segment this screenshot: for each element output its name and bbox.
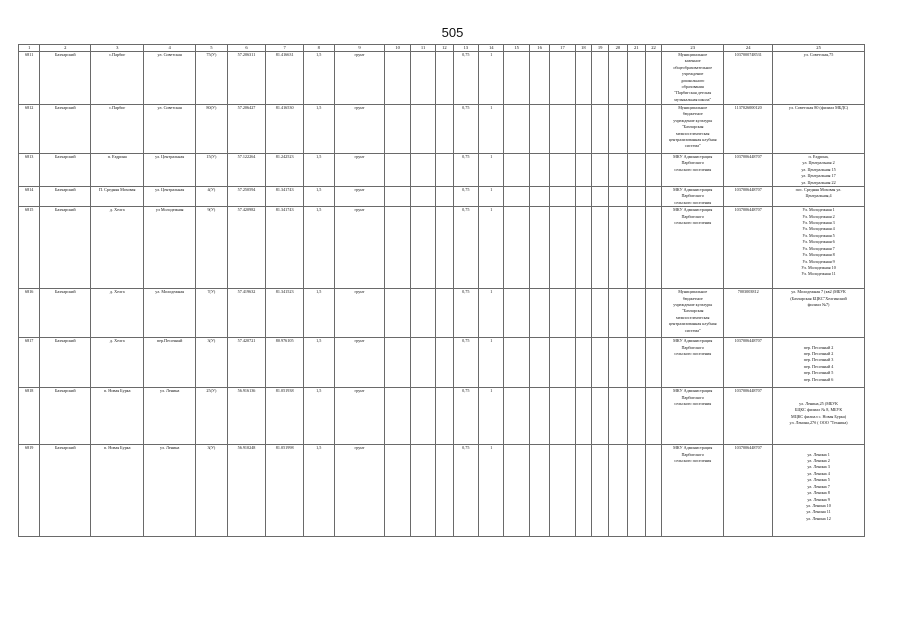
table-cell — [385, 154, 410, 187]
table-cell — [591, 338, 608, 388]
table-cell — [609, 289, 627, 338]
table-cell: 3(У) — [196, 338, 228, 388]
table-cell: 80(У) — [196, 105, 228, 154]
table-cell: 1037000748531 — [724, 52, 773, 105]
column-header: 13 — [453, 45, 478, 52]
table-cell — [550, 187, 575, 207]
table-cell: 57.206311 — [227, 52, 266, 105]
table-cell — [575, 187, 591, 207]
table-cell — [645, 52, 661, 105]
table-cell — [529, 105, 549, 154]
table-cell: 6819 — [19, 445, 40, 537]
table-cell: Ул. Молодежная 1 Ул. Молодежная 2 Ул. Молодежная 3 Ул. Молодежная 4 Ул. Молодежная 5 Ул. Молодежная 6 Ул. Молодежная 7 Ул. Молодежная 8 Ул. Молодежная 9 Ул. Молодежная 10 Ул. Молодежная 11 — [773, 207, 865, 289]
table-cell — [504, 154, 529, 187]
table-cell — [504, 52, 529, 105]
table-cell: Бахчарский — [40, 388, 91, 445]
table-header-row — [19, 45, 865, 52]
table-cell: ул. Ленина,25 (МБУК БЦКС филиал № 8, МБУК МЦКС филиал с. Новая Бурка) ул. Ленина,27б ( ООО "Техника) — [773, 388, 865, 445]
table-cell: 1037006448707 — [724, 338, 773, 388]
column-header: 15 — [504, 45, 529, 52]
table-cell — [575, 105, 591, 154]
table-cell: 57.419632 — [227, 289, 266, 338]
column-header: 10 — [385, 45, 410, 52]
table-cell: 81.341743 — [266, 207, 304, 289]
table-cell: 1037006448707 — [724, 445, 773, 537]
table-cell — [385, 105, 410, 154]
table-cell — [504, 445, 529, 537]
table-cell — [504, 207, 529, 289]
table-cell — [436, 105, 453, 154]
table-cell — [410, 154, 435, 187]
table-cell: пос. Средняя Моховая ул. Центральная,4 — [773, 187, 865, 207]
table-cell — [591, 289, 608, 338]
table-cell: 0,75 — [453, 338, 478, 388]
table-cell: 0,75 — [453, 388, 478, 445]
table-cell: ул. Советская 80 (филиал МБДС) — [773, 105, 865, 154]
table-cell — [627, 445, 645, 537]
table-cell: 1 — [479, 187, 504, 207]
table-cell: 56.910248 — [227, 445, 266, 537]
table-cell — [410, 445, 435, 537]
column-header: 17 — [550, 45, 575, 52]
table-row — [19, 52, 865, 105]
table-cell: с.Парбиг — [91, 52, 144, 105]
table-cell: 6811 — [19, 52, 40, 105]
table-cell — [609, 207, 627, 289]
table-cell — [410, 187, 435, 207]
table-cell: 1 — [479, 388, 504, 445]
table-cell: Муниципальное бюджетное учреждение культуры "Бахчарская межпоселенческая централизованная клубная система" — [662, 105, 724, 154]
table-cell — [504, 105, 529, 154]
table-cell — [436, 445, 453, 537]
table-cell: ул. Советская,75 — [773, 52, 865, 105]
table-cell — [550, 388, 575, 445]
table-cell — [575, 388, 591, 445]
table-cell — [550, 289, 575, 338]
table-cell — [410, 289, 435, 338]
table-cell — [436, 187, 453, 207]
table-cell: ул. Центральная — [144, 187, 196, 207]
table-cell: ул. Советская — [144, 105, 196, 154]
table-cell — [436, 338, 453, 388]
table-cell: 81.051998 — [266, 445, 304, 537]
table-cell — [436, 154, 453, 187]
table-cell: Бахчарский — [40, 289, 91, 338]
table-cell — [436, 207, 453, 289]
table-cell — [436, 388, 453, 445]
table-cell — [410, 388, 435, 445]
column-header: 22 — [645, 45, 661, 52]
table-cell: 1 — [479, 289, 504, 338]
table-cell: ул. Ленина — [144, 445, 196, 537]
table-cell: 6816 — [19, 289, 40, 338]
table-cell — [591, 52, 608, 105]
table-cell: Муниципальное казенное общеобразовательное учреждение дошкольного образования "Парбигская детская музыкальная школа" — [662, 52, 724, 105]
table-cell: Бахчарский — [40, 187, 91, 207]
table-row — [19, 445, 865, 537]
table-cell: ул. Молодежная 7 (кв2 (МБУК (Бахчарская БЦКС"Хелгинский филиал №7) — [773, 289, 865, 338]
table-cell: 81.341743 — [266, 187, 304, 207]
table-cell — [627, 105, 645, 154]
column-header: 18 — [575, 45, 591, 52]
table-cell — [550, 154, 575, 187]
table-cell — [529, 445, 549, 537]
table-cell: МКУ Администрация Парбигского сельского поселения — [662, 187, 724, 207]
table-cell: ул. Советская — [144, 52, 196, 105]
column-header: 3 — [91, 45, 144, 52]
table-cell: 57.122264 — [227, 154, 266, 187]
table-cell: грунт — [334, 105, 385, 154]
table-cell — [550, 207, 575, 289]
table-cell: 6818 — [19, 388, 40, 445]
table-cell: 1,5 — [303, 388, 334, 445]
table-cell: 1 — [479, 52, 504, 105]
table-cell: МКУ Администрация Парбигского сельского поселения — [662, 338, 724, 388]
table-cell: 1,5 — [303, 105, 334, 154]
column-header: 20 — [609, 45, 627, 52]
table-cell: 1,5 — [303, 207, 334, 289]
table-cell: 1137026000120 — [724, 105, 773, 154]
table-cell: грунт — [334, 388, 385, 445]
table-cell — [609, 154, 627, 187]
table-cell — [529, 338, 549, 388]
table-cell: МКУ Администрация Парбигского сельского поселения — [662, 154, 724, 187]
table-cell — [609, 187, 627, 207]
column-header: 6 — [227, 45, 266, 52]
table-cell: п. Новая Бурка — [91, 388, 144, 445]
table-cell: 1,5 — [303, 154, 334, 187]
table-cell — [504, 187, 529, 207]
column-header: 4 — [144, 45, 196, 52]
table-cell: 57.420982 — [227, 207, 266, 289]
table-cell: Бахчарский — [40, 207, 91, 289]
table-cell: 57.250594 — [227, 187, 266, 207]
table-cell — [504, 338, 529, 388]
table-cell: 1 — [479, 445, 504, 537]
table-cell — [529, 154, 549, 187]
column-header: 24 — [724, 45, 773, 52]
column-header: 7 — [266, 45, 304, 52]
table-cell: 0,75 — [453, 207, 478, 289]
table-cell: 6817 — [19, 338, 40, 388]
table-cell: грунт — [334, 289, 385, 338]
table-cell — [529, 388, 549, 445]
table-cell: 1 — [479, 154, 504, 187]
table-cell: 1,5 — [303, 52, 334, 105]
table-cell: 1,5 — [303, 445, 334, 537]
table-cell — [591, 207, 608, 289]
column-header: 14 — [479, 45, 504, 52]
table-cell — [575, 207, 591, 289]
table-cell: П. Средняя Моховая — [91, 187, 144, 207]
table-cell: 7003003812 — [724, 289, 773, 338]
table-cell: 1037006448707 — [724, 388, 773, 445]
table-cell: 0,75 — [453, 445, 478, 537]
table-cell — [609, 52, 627, 105]
table-cell — [504, 388, 529, 445]
table-cell: 81.416530 — [266, 105, 304, 154]
table-cell: 6815 — [19, 207, 40, 289]
column-header: 11 — [410, 45, 435, 52]
table-cell: ул Молодежная — [144, 207, 196, 289]
table-cell — [645, 338, 661, 388]
table-cell: 6812 — [19, 105, 40, 154]
table-cell: ул. Ленина 1 ул. Ленина 2 ул. Ленина 3 ул. Ленина 4 ул. Ленина 5 ул. Ленина 7 ул. Ленина 8 ул. Ленина 9 ул. Ленина 10 ул. Ленина 11 ул. Ленина 12 — [773, 445, 865, 537]
table-cell — [627, 388, 645, 445]
table-cell: 1037006448707 — [724, 187, 773, 207]
table-cell — [575, 52, 591, 105]
table-cell: 1,5 — [303, 187, 334, 207]
table-cell: 15(У) — [196, 154, 228, 187]
table-cell: МКУ Администрация Парбигского сельского поселения — [662, 388, 724, 445]
table-cell: 1037006448707 — [724, 154, 773, 187]
table-row — [19, 207, 865, 289]
table-cell: 25(У) — [196, 388, 228, 445]
table-cell — [645, 445, 661, 537]
table-cell: 57.420721 — [227, 338, 266, 388]
column-header: 19 — [591, 45, 608, 52]
table-cell: 1 — [479, 207, 504, 289]
table-cell — [609, 388, 627, 445]
table-cell — [591, 445, 608, 537]
table-cell: 0,75 — [453, 187, 478, 207]
table-cell — [529, 289, 549, 338]
table-row — [19, 388, 865, 445]
table-cell — [645, 154, 661, 187]
table-cell: ул. Молодежная — [144, 289, 196, 338]
table-cell: Бахчарский — [40, 154, 91, 187]
table-cell: 7(У) — [196, 289, 228, 338]
table-cell — [591, 105, 608, 154]
table-cell: 57.206427 — [227, 105, 266, 154]
table-cell: 1,5 — [303, 338, 334, 388]
column-header: 5 — [196, 45, 228, 52]
table-cell: 1,5 — [303, 289, 334, 338]
table-cell — [645, 105, 661, 154]
table-cell — [591, 388, 608, 445]
column-header: 16 — [529, 45, 549, 52]
table-cell: 0,75 — [453, 105, 478, 154]
table-cell: 1 — [479, 105, 504, 154]
table-row — [19, 289, 865, 338]
column-header: 12 — [436, 45, 453, 52]
table-cell — [575, 445, 591, 537]
table-cell — [385, 388, 410, 445]
table-cell — [550, 105, 575, 154]
table-cell — [627, 289, 645, 338]
page-number: 505 — [441, 25, 464, 40]
table-cell: 80.976105 — [266, 338, 304, 388]
table-cell — [504, 289, 529, 338]
table-cell — [385, 52, 410, 105]
table-cell: Бахчарский — [40, 338, 91, 388]
table-cell — [645, 187, 661, 207]
table-cell: Муниципальное бюджетное учреждение культуры "Бахчарская межпоселенческая централизованная клубная система" — [662, 289, 724, 338]
table-cell: п. Ездрина — [91, 154, 144, 187]
table-cell — [550, 338, 575, 388]
table-cell: 0,75 — [453, 154, 478, 187]
table-cell — [627, 207, 645, 289]
table-cell: 81.051938 — [266, 388, 304, 445]
table-cell — [591, 154, 608, 187]
table-cell: грунт — [334, 154, 385, 187]
table-cell — [529, 52, 549, 105]
column-header: 9 — [334, 45, 385, 52]
column-header: 21 — [627, 45, 645, 52]
table-cell — [627, 187, 645, 207]
table-cell — [575, 338, 591, 388]
table-cell — [645, 207, 661, 289]
table-row — [19, 105, 865, 154]
table-cell: Бахчарский — [40, 105, 91, 154]
table-cell — [609, 105, 627, 154]
table-cell — [609, 338, 627, 388]
table-cell — [529, 187, 549, 207]
table-cell — [410, 105, 435, 154]
table-cell: 1037006448707 — [724, 207, 773, 289]
table-cell: п. Ездрина, ул. Центральная 2 ул. Центральная 15 ул. Центральная 17 ул. Центральная 22 — [773, 154, 865, 187]
table-cell: грунт — [334, 338, 385, 388]
table-cell — [410, 338, 435, 388]
table-cell: 1 — [479, 338, 504, 388]
table-cell — [627, 338, 645, 388]
table-cell — [410, 207, 435, 289]
column-header: 25 — [773, 45, 865, 52]
table-cell: грунт — [334, 187, 385, 207]
table-cell: 56.916136 — [227, 388, 266, 445]
table-cell: д. Хелга — [91, 338, 144, 388]
table-cell — [645, 388, 661, 445]
table-cell: ул. Центральная — [144, 154, 196, 187]
table-cell — [575, 154, 591, 187]
table-cell — [385, 289, 410, 338]
table-cell: Бахчарский — [40, 52, 91, 105]
table-cell: 6813 — [19, 154, 40, 187]
table-cell: грунт — [334, 52, 385, 105]
table-cell — [591, 187, 608, 207]
table-cell: МКУ Администрация Парбигского сельского поселения — [662, 207, 724, 289]
table-cell: 81.416631 — [266, 52, 304, 105]
table-cell: 9(У) — [196, 207, 228, 289]
column-header: 1 — [19, 45, 40, 52]
table-cell — [410, 52, 435, 105]
table-cell — [550, 52, 575, 105]
table-cell: Бахчарский — [40, 445, 91, 537]
table-cell — [627, 52, 645, 105]
table-row — [19, 154, 865, 187]
table-cell: п. Новая Бурка — [91, 445, 144, 537]
table-cell — [385, 207, 410, 289]
table-cell: 81.242523 — [266, 154, 304, 187]
table-cell — [550, 445, 575, 537]
table-cell — [609, 445, 627, 537]
table-cell — [529, 207, 549, 289]
table-cell — [436, 289, 453, 338]
table-row — [19, 338, 865, 388]
table-cell: д. Хелга — [91, 289, 144, 338]
table-cell: грунт — [334, 445, 385, 537]
table-cell: МКУ Администрация Парбигского сельского поселения — [662, 445, 724, 537]
table-cell: д. Хелга — [91, 207, 144, 289]
table-cell: с.Парбиг — [91, 105, 144, 154]
registry-table — [18, 44, 865, 537]
table-cell: 0,75 — [453, 52, 478, 105]
table-cell — [385, 187, 410, 207]
table-cell: пер. Песочный 2 пер. Песочный 2 пер. Песочный 3 пер. Песочный 4 пер. Песочный 5 пер. Песочный 6 — [773, 338, 865, 388]
column-header: 8 — [303, 45, 334, 52]
table-cell — [645, 289, 661, 338]
table-cell — [385, 445, 410, 537]
table-cell: 4(У) — [196, 187, 228, 207]
table-cell: 0,75 — [453, 289, 478, 338]
table-cell: 6814 — [19, 187, 40, 207]
table-cell: пер.Песочный — [144, 338, 196, 388]
table-cell: 81.341523 — [266, 289, 304, 338]
table-cell — [385, 338, 410, 388]
column-header: 23 — [662, 45, 724, 52]
table-cell — [627, 154, 645, 187]
table-cell — [436, 52, 453, 105]
table-cell: 3(У) — [196, 445, 228, 537]
table-cell: ул. Ленина — [144, 388, 196, 445]
table-cell — [575, 289, 591, 338]
column-header: 2 — [40, 45, 91, 52]
table-row — [19, 187, 865, 207]
table-cell: грунт — [334, 207, 385, 289]
table-cell: 75(У) — [196, 52, 228, 105]
